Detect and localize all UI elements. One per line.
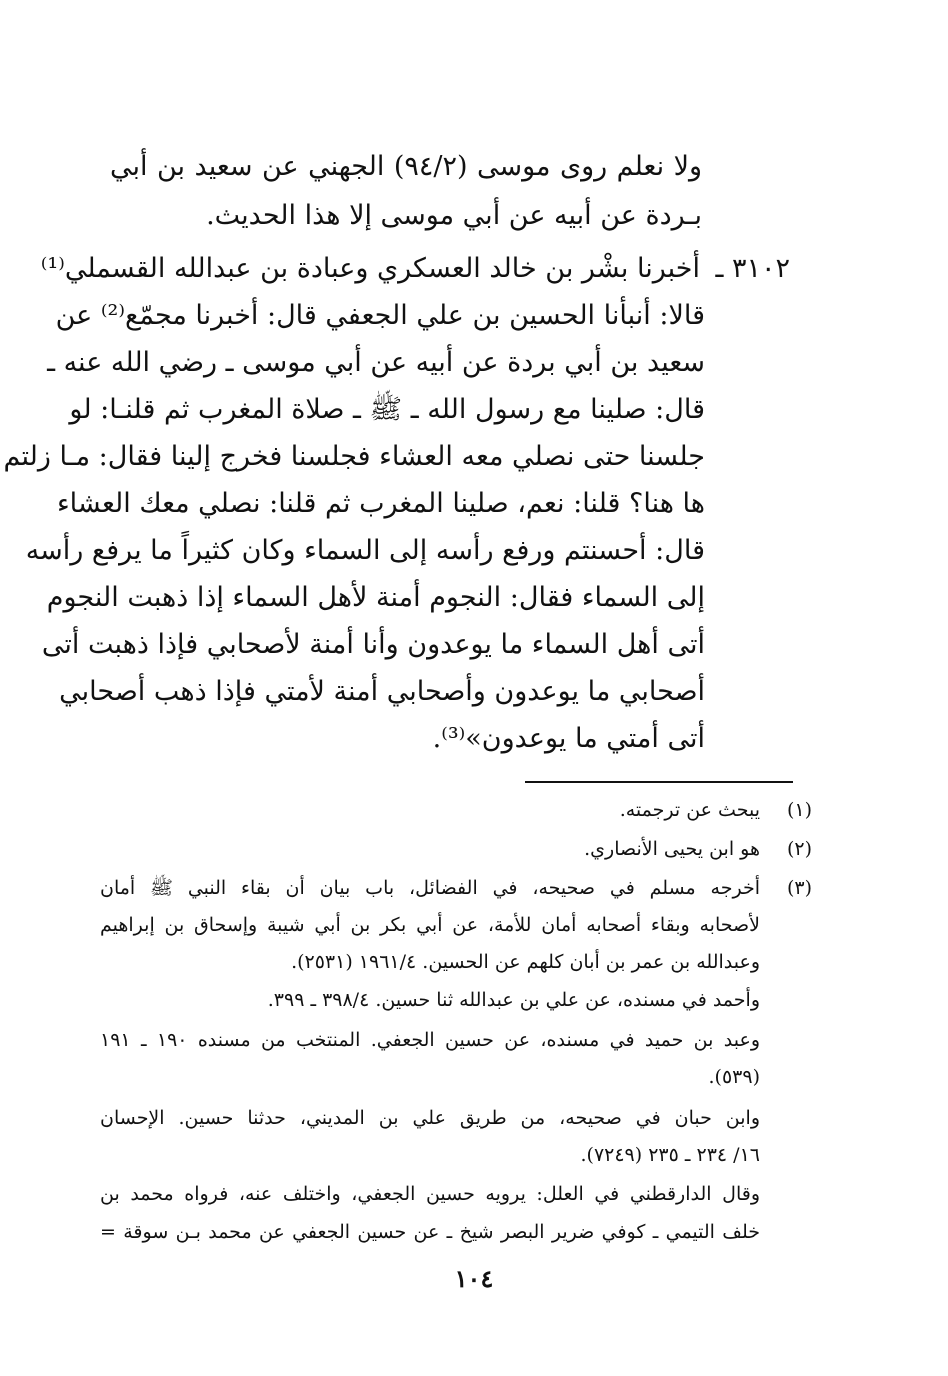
hadith-line: قال: صلينا مع رسول الله ـ ﷺ ـ صلاة المغرب ثم قلنـا: لو [69, 394, 705, 425]
intro-line: ولا نعلم روى موسى (٩٤/٢) الجهني عن سعيد بن أبي [110, 151, 703, 182]
hadith-line: قالا: أنبأنا الحسين بن علي الجعفي قال: أخبرنا مجمّع⁽²⁾ عن [55, 300, 705, 331]
footnote-line: ١٦/ ٢٣٤ ـ ٢٣٥ (٧٢٤٩). [580, 1144, 760, 1166]
page-number: ١٠٤ [454, 1264, 494, 1293]
intro-line: بـردة عن أبيه عن أبي موسى إلا هذا الحديث. [206, 200, 702, 231]
footnote-line: (٥٣٩). [708, 1066, 760, 1088]
footnote-number: (٢) [786, 838, 812, 860]
footnote-line: هو ابن يحيى الأنصاري. [584, 838, 760, 860]
hadith-line: أتى أمتي ما يوعدون»⁽³⁾. [432, 723, 705, 754]
hadith-line: سعيد بن أبي بردة عن أبيه عن أبي موسى ـ رضي الله عنه ـ [47, 347, 705, 378]
hadith-number: ٣١٠٢ ـ [715, 253, 790, 284]
hadith-line: جلسنا حتى نصلي معه العشاء فجلسنا فخرج إلينا فقال: مـا زلتم [3, 441, 705, 472]
footnote-line: لأصحابه وبقاء أصحابه أمان للأمة، عن أبي بكر بن أبي شيبة وإسحاق بن إبراهيم [100, 914, 760, 936]
footnote-line: وأحمد في مسنده، عن علي بن عبدالله ثنا حسين. ٣٩٨/٤ ـ ٣٩٩. [267, 989, 760, 1011]
footnote-line: يبحث عن ترجمته. [619, 799, 760, 821]
hadith-line: أصحابي ما يوعدون وأصحابي أمنة لأمتي فإذا ذهب أصحابي [59, 676, 705, 707]
footnote-line: وقال الدارقطني في العلل: يرويه حسين الجعفي، واختلف عنه، فرواه محمد بن [100, 1183, 760, 1205]
hadith-line: قال: أحسنتم ورفع رأسه إلى السماء وكان كثيراً ما يرفع رأسه [25, 535, 705, 566]
footnote-number: (٣) [786, 877, 812, 899]
hadith-line: ها هنا؟ قلنا: نعم، صلينا المغرب ثم قلنا: نصلي معك العشاء [56, 488, 705, 519]
footnote-line: خلف التيمي ـ كوفي ضرير البصر شيخ ـ عن حسين الجعفي عن محمد بـن سوقة = [100, 1221, 760, 1243]
footnote-line: أخرجه مسلم في صحيحه، في الفضائل، باب بيان أن بقاء النبي ﷺ أمان [100, 877, 760, 899]
hadith-line: إلى السماء فقال: النجوم أمنة لأهل السماء إذا ذهبت النجوم [46, 582, 705, 613]
footnote-separator [525, 781, 793, 783]
footnote-line: وابن حبان في صحيحه، من طريق علي بن المديني، حدثنا حسين. الإحسان [100, 1107, 760, 1129]
footnote-line: وعبدالله بن عمر بن أبان كلهم عن الحسين. ١٩٦١/٤ (٢٥٣١). [291, 951, 760, 973]
footnote-number: (١) [786, 799, 812, 821]
hadith-line: أتى أهل السماء ما يوعدون وأنا أمنة لأصحابي فإذا ذهبت أتى [41, 629, 705, 660]
hadith-line: أخبرنا بشْر بن خالد العسكري وعبادة بن عبدالله القسملي⁽¹⁾ [40, 253, 700, 284]
footnote-line: وعبد بن حميد في مسنده، عن حسين الجعفي. المنتخب من مسنده ١٩٠ ـ ١٩١ [100, 1029, 760, 1051]
